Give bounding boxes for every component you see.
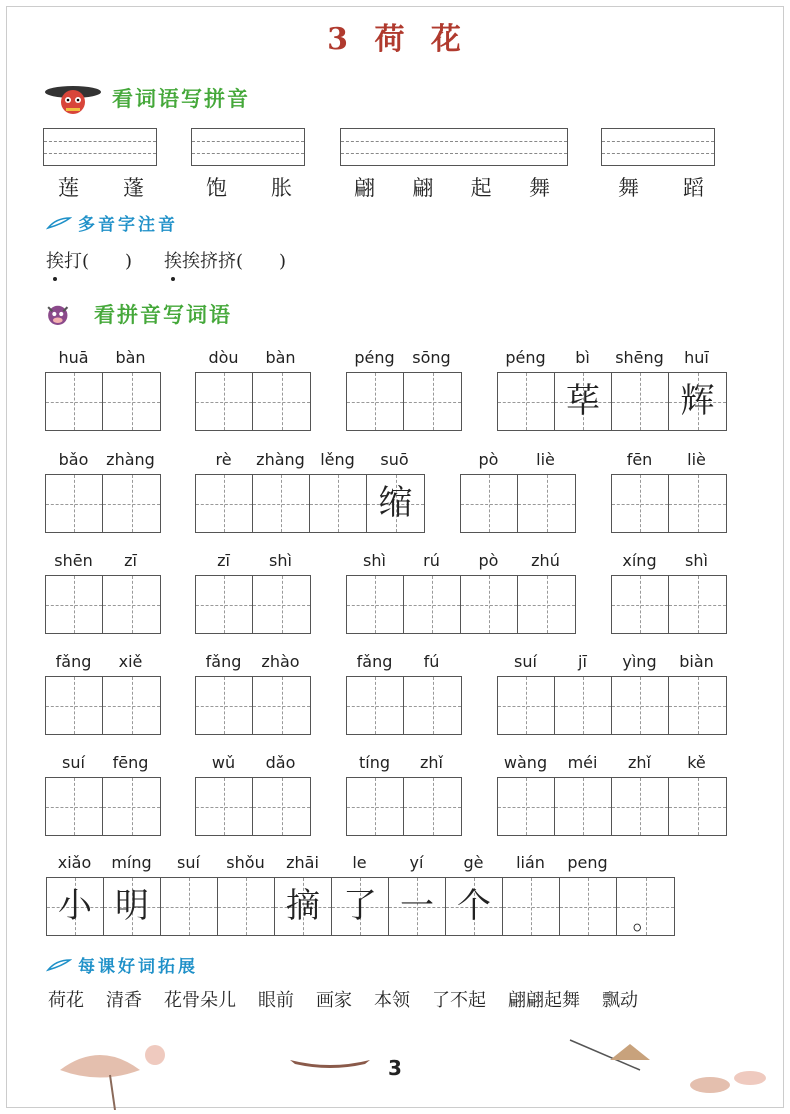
extension-word: 画家 [316,990,352,1011]
word-char: 胀 [271,176,292,200]
writing-cell[interactable] [669,475,726,532]
pinyin-syllable: zhǐ [628,753,651,772]
pinyin-syllable: zhàng [256,450,305,469]
writing-cell[interactable] [612,677,669,734]
writing-cell[interactable] [617,878,674,935]
cell-char: 。 [632,906,659,936]
word-char: 莲 [58,176,79,200]
pinyin-syllable: huā [58,348,89,367]
pinyin-syllable: zī [217,551,230,570]
writing-cell[interactable] [404,677,461,734]
writing-cell[interactable] [612,778,669,835]
pinyin-syllable: shēn [54,551,93,570]
tianzige-grid [45,777,161,836]
section-title: 多音字注音 [78,215,178,235]
pinyin-syllable: zhú [531,551,560,570]
pinyin-syllable: kě [687,753,706,772]
writing-cell[interactable] [47,878,104,935]
pinyin-syllable: shì [363,551,386,570]
tianzige-grid [497,777,727,836]
pinyin-syllable: pò [478,551,499,570]
section-title: 每课好词拓展 [78,957,198,977]
tianzige-grid [460,474,576,533]
pinyin-syllable: shì [269,551,292,570]
pinyin-syllable: shǒu [226,853,265,872]
pinyin-syllable: sōng [412,348,451,367]
writing-cell[interactable] [310,475,367,532]
word-char: 起 [470,176,492,200]
writing-cell[interactable] [669,677,726,734]
cell-char: 明 [115,886,149,926]
word-item [354,172,550,202]
cell-char: 辉 [680,381,715,421]
pinyin-writing-box[interactable] [43,128,157,166]
tianzige-grid [45,372,161,431]
pinyin-syllable: xiǎo [57,853,92,872]
polyphonic-rest: 挨挤挤( ) [182,251,287,272]
tianzige-grid [346,372,462,431]
section-title: 看词语写拼音 [112,87,250,111]
word-char: 舞 [618,176,639,200]
writing-cell[interactable] [161,878,218,935]
pinyin-syllable: suí [514,652,537,671]
writing-cell[interactable] [196,778,253,835]
writing-cell[interactable] [332,878,389,935]
writing-cell[interactable] [612,373,669,430]
pinyin-syllable: shì [685,551,708,570]
writing-cell[interactable] [253,475,310,532]
writing-cell[interactable] [498,677,555,734]
writing-cell[interactable] [669,576,726,633]
cell-char: 摘 [286,886,320,926]
pinyin-syllable: zhàng [106,450,155,469]
writing-cell[interactable] [46,475,103,532]
writing-cell[interactable] [555,778,612,835]
pinyin-syllable: wǔ [211,753,236,772]
pinyin-syllable: wàng [503,753,548,772]
writing-cell[interactable] [612,576,669,633]
pinyin-syllable: bǎo [58,450,89,469]
pinyin-syllable: fēn [626,450,653,469]
writing-cell[interactable] [404,778,461,835]
cell-char: 个 [457,886,491,926]
tianzige-grid [346,575,576,634]
extension-word: 花骨朵儿 [164,990,236,1011]
writing-cell[interactable] [253,778,310,835]
pinyin-syllable: fēng [112,753,149,772]
pinyin-syllable: bàn [115,348,146,367]
cell-char: 了 [343,886,377,926]
tianzige-grid [346,777,462,836]
extension-word: 了不起 [432,990,486,1011]
section-title: 看拼音写词语 [94,303,232,327]
writing-cell[interactable] [196,475,253,532]
writing-cell[interactable] [503,878,560,935]
tianzige-grid [195,676,311,735]
lesson-title-char: 花 [430,22,463,57]
tianzige-grid [611,474,727,533]
section-head-pinyin-to-word [44,294,232,334]
tianzige-grid [195,777,311,836]
pinyin-syllable: fú [423,652,440,671]
writing-cell[interactable] [253,373,310,430]
writing-cell[interactable] [103,677,160,734]
writing-cell[interactable] [46,576,103,633]
pinyin-syllable: suí [177,853,200,872]
writing-cell[interactable] [46,778,103,835]
cell-char: 荜 [566,381,600,421]
pinyin-syllable: péng [354,348,395,367]
pinyin-syllable: fǎng [356,652,393,671]
pinyin-syllable: yìng [622,652,657,671]
word-char: 翩 [412,176,434,200]
writing-cell[interactable] [669,373,726,430]
writing-cell[interactable] [347,576,404,633]
pinyin-syllable: suí [62,753,85,772]
extension-word: 翩翩起舞 [508,990,580,1011]
lesson-number: 3 [327,22,350,57]
pinyin-syllable: jī [578,652,587,671]
extension-word-list [48,986,638,1012]
dotted-char: 挨 [164,247,182,273]
word-char: 翩 [354,176,375,200]
tianzige-grid [45,676,161,735]
pinyin-syllable: lěng [320,450,355,469]
writing-cell[interactable] [612,475,669,532]
sentence-grid [46,877,675,936]
writing-cell[interactable] [461,475,518,532]
writing-cell[interactable] [46,677,103,734]
pinyin-syllable: lián [516,853,545,872]
extension-word: 荷花 [48,990,84,1011]
tianzige-grid [195,474,425,533]
pinyin-syllable: dǎo [265,753,296,772]
extension-word: 清香 [106,990,142,1011]
tianzige-grid [497,676,727,735]
pinyin-syllable: xíng [622,551,657,570]
pinyin-syllable: dòu [208,348,239,367]
writing-cell[interactable] [347,778,404,835]
writing-cell[interactable] [498,373,555,430]
extension-word: 眼前 [258,990,294,1011]
pinyin-syllable: gè [463,853,484,872]
polyphonic-rest: 打( ) [64,251,133,272]
pinyin-writing-box[interactable] [601,128,715,166]
writing-cell[interactable] [446,878,503,935]
writing-cell[interactable] [196,373,253,430]
pinyin-syllable: zhǐ [420,753,443,772]
tianzige-grid [195,372,311,431]
writing-cell[interactable] [669,778,726,835]
writing-cell[interactable] [103,373,160,430]
pinyin-syllable: fǎng [205,652,242,671]
pinyin-syllable: zhāi [286,853,319,872]
pinyin-writing-box[interactable] [340,128,568,166]
pinyin-syllable: shēng [615,348,664,367]
pinyin-syllable: xiě [118,652,143,671]
writing-cell[interactable] [103,576,160,633]
pinyin-syllable: suō [380,450,409,469]
writing-cell[interactable] [347,677,404,734]
word-char: 蹈 [683,176,704,200]
writing-cell[interactable] [560,878,617,935]
writing-cell[interactable] [555,677,612,734]
dotted-char: 挨 [46,247,64,273]
writing-cell[interactable] [404,373,461,430]
writing-cell[interactable] [347,373,404,430]
writing-cell[interactable] [218,878,275,935]
pinyin-syllable: liè [536,450,555,469]
pinyin-syllable: míng [111,853,152,872]
word-char: 舞 [528,176,550,200]
mascot-hat-icon [44,78,102,118]
writing-cell[interactable] [196,677,253,734]
pinyin-syllable: rè [215,450,232,469]
pinyin-syllable: le [352,853,367,872]
writing-cell[interactable] [518,576,575,633]
pinyin-syllable: zhào [261,652,300,671]
pinyin-writing-box[interactable] [191,128,305,166]
mascot-cow-icon [44,294,84,334]
writing-cell[interactable] [518,475,575,532]
tianzige-grid [611,575,727,634]
writing-cell[interactable] [461,576,518,633]
pinyin-syllable: biàn [679,652,714,671]
word-item [618,172,704,202]
writing-cell[interactable] [404,576,461,633]
writing-cell[interactable] [253,576,310,633]
pinyin-syllable: rú [423,551,440,570]
pinyin-syllable: liè [687,450,706,469]
pinyin-syllable: fǎng [55,652,92,671]
pinyin-syllable: méi [567,753,598,772]
writing-cell[interactable] [555,373,612,430]
cell-char: 一 [400,886,434,926]
writing-cell[interactable] [389,878,446,935]
tianzige-grid [346,676,462,735]
extension-word: 飘动 [602,990,638,1011]
pinyin-syllable: peng [567,853,608,872]
feather-icon [46,216,72,230]
pinyin-syllable: tíng [358,753,391,772]
tianzige-grid [195,575,311,634]
pinyin-syllable: huī [684,348,709,367]
pinyin-syllable: yí [409,853,424,872]
writing-cell[interactable] [367,475,424,532]
writing-cell[interactable] [104,878,161,935]
polyphonic-item [164,247,286,273]
writing-cell[interactable] [253,677,310,734]
tianzige-grid [497,372,727,431]
section-head-word-to-pinyin [44,78,250,118]
tianzige-grid [45,575,161,634]
writing-cell[interactable] [498,778,555,835]
pinyin-syllable: bàn [265,348,296,367]
writing-cell[interactable] [196,576,253,633]
polyphonic-item [46,247,132,273]
lesson-title [0,14,790,58]
word-char: 饱 [206,176,227,200]
cell-char: 小 [58,886,92,926]
writing-cell[interactable] [275,878,332,935]
lesson-title-char: 荷 [374,22,407,57]
pinyin-syllable: péng [505,348,546,367]
word-item [206,172,292,202]
extension-word: 本领 [374,990,410,1011]
writing-cell[interactable] [46,373,103,430]
writing-cell[interactable] [103,475,160,532]
cell-char: 缩 [378,483,413,523]
word-item [58,172,144,202]
feather-icon [46,958,72,972]
section-head-polyphonic [46,210,178,235]
section-head-extension [46,952,198,977]
page-number: 3 [388,1056,402,1080]
tianzige-grid [45,474,161,533]
pinyin-syllable: zī [124,551,137,570]
pinyin-syllable: pò [478,450,499,469]
writing-cell[interactable] [103,778,160,835]
word-char: 蓬 [123,176,144,200]
pinyin-syllable: bì [575,348,590,367]
